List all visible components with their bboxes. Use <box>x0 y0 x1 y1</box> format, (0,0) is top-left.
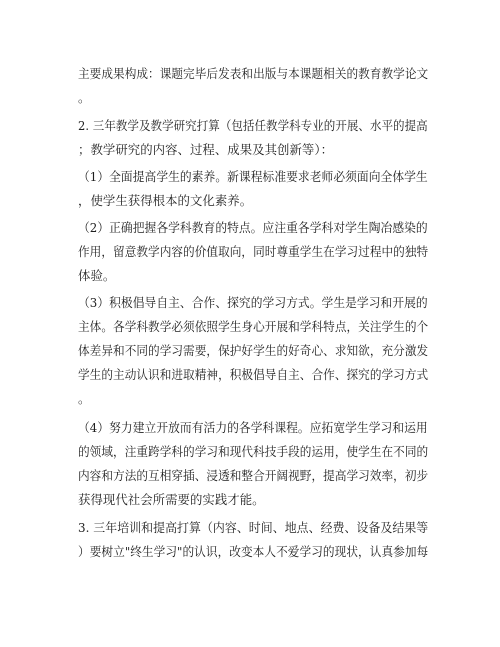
text-line: ；教学研究的内容、过程、成果及其创新等）： <box>78 142 334 157</box>
text-line: 作用，留意教学内容的价值取向，同时尊重学生在学习过程中的独特 <box>78 244 429 259</box>
text-line: 主要成果构成：课题完毕后发表和出版与本课题相关的教育教学论文 <box>78 66 429 81</box>
text-line: 学生的主动认识和进取精神，积极倡导自主、合作、探究的学习方式 <box>78 367 429 382</box>
text-line: 体验。 <box>78 268 116 283</box>
text-line: 2. 三年教学及教学研究打算（包括任教学科专业的开展、水平的提高 <box>78 118 428 133</box>
text-line: 3. 三年培训和提高打算（内容、时间、地点、经费、设备及结果等 <box>78 520 429 535</box>
text-line: 。 <box>78 90 91 105</box>
text-line: ，使学生获得根本的文化素养。 <box>78 193 253 208</box>
text-line: 获得现代社会所需要的实践才能。 <box>78 492 265 507</box>
text-line: 主体。各学科教学必须依照学生身心开展和学科特点，关注学生的个 <box>78 319 429 334</box>
text-line: ）要树立"终生学习"的认识，改变本人不爱学习的现状，认真参加每 <box>78 544 429 559</box>
text-line: 。 <box>78 391 91 406</box>
text-line: 体差异和不同的学习需要，保护好学生的好奇心、求知欲，充分激发 <box>78 343 429 358</box>
text-line: （2）正确把握各学科教育的特点。应注重各学科对学生陶冶感染的 <box>78 220 428 235</box>
text-line: （4）努力建立开放而有活力的各学科课程。应拓宽学生学习和运用 <box>78 420 428 435</box>
text-line: （3）积极倡导自主、合作、探究的学习方式。学生是学习和开展的 <box>78 295 428 310</box>
text-line: （1）全面提高学生的素养。新课程标准要求老师必须面向全体学生 <box>78 169 428 184</box>
text-line: 内容和方法的互相穿插、浸透和整合开阔视野，提高学习效率，初步 <box>78 468 429 483</box>
text-line: 的领域，注重跨学科的学习和现代科技手段的运用，使学生在不同的 <box>78 444 429 459</box>
